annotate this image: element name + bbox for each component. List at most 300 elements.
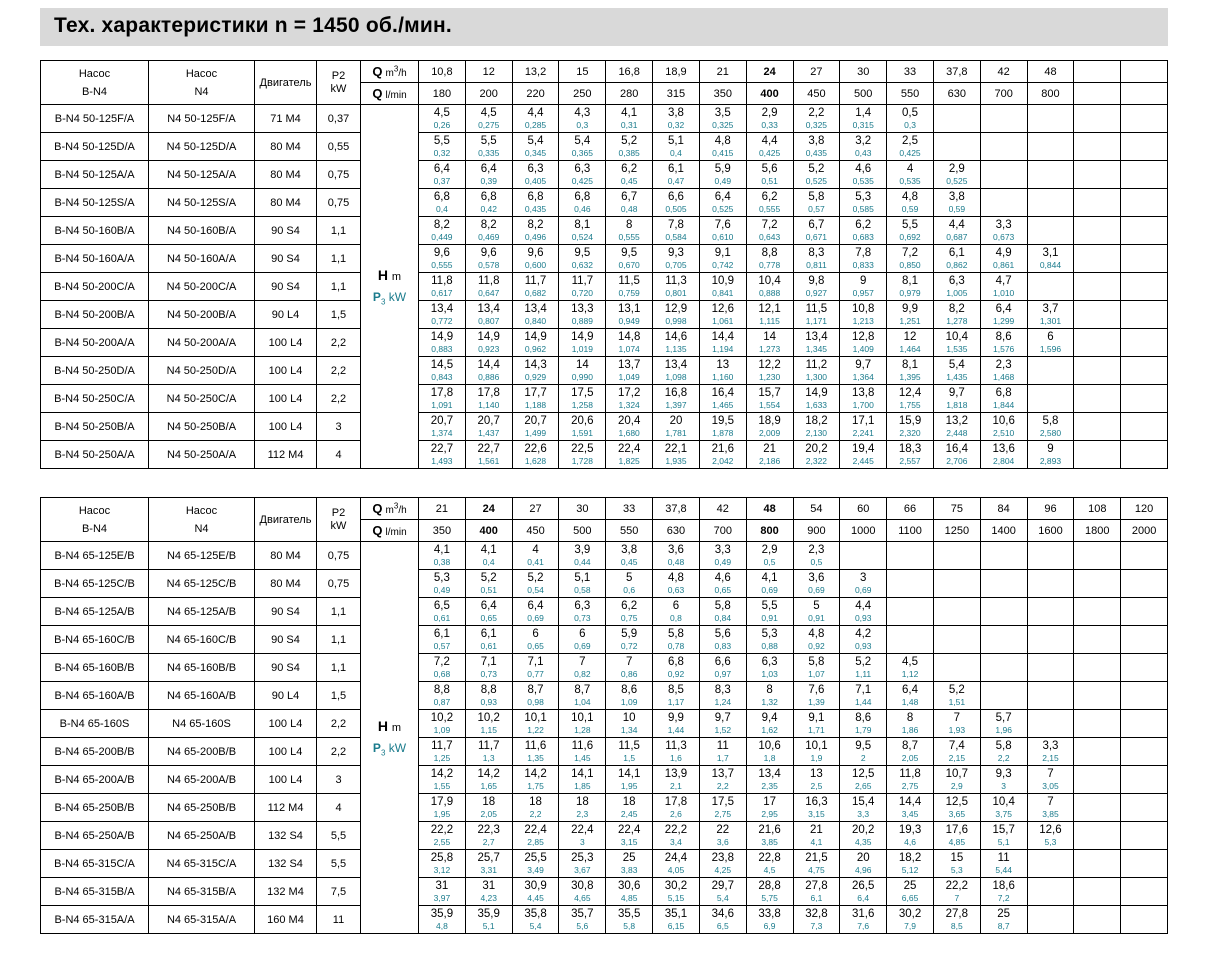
power-value: 3 (579, 836, 585, 847)
head-power-cell (699, 710, 746, 738)
head-power-cell (653, 738, 700, 766)
pump-bn4-model: B-N4 50-125S/A (41, 189, 149, 217)
head-power-cell (559, 906, 606, 934)
head-power-cell (419, 682, 466, 710)
head-power-cell (746, 906, 793, 934)
head-power-cell (793, 161, 840, 189)
power-value: 0,63 (667, 584, 685, 595)
q-m3h-value: 24 (465, 498, 512, 520)
head-value: 13,4 (524, 303, 547, 315)
head-power-cell (1027, 357, 1074, 385)
head-value: 8,6 (995, 331, 1012, 343)
head-power-cell (699, 189, 746, 217)
motor-type: 100 L4 (255, 385, 317, 413)
head-power-cell (559, 654, 606, 682)
head-value: 14,6 (664, 331, 688, 343)
q-lmin-value: 550 (606, 520, 653, 542)
head-value: 25 (622, 852, 636, 864)
head-power-cell (606, 710, 653, 738)
head-value: 13 (810, 768, 823, 780)
q-m3h-value: 30 (840, 61, 887, 83)
head-power-cell (512, 654, 559, 682)
head-value: 4,8 (902, 191, 919, 203)
power-value: 0,469 (478, 231, 500, 242)
table-row (41, 217, 1168, 245)
head-power-cell (465, 385, 512, 413)
head-power-cell (887, 217, 934, 245)
power-value: 7 (954, 892, 960, 903)
head-value: 14,4 (477, 359, 500, 371)
head-value: 8,1 (902, 275, 919, 287)
head-power-cell (512, 626, 559, 654)
head-value: 14,9 (571, 331, 594, 343)
power-value: 0,41 (527, 556, 544, 567)
power-value: 1,878 (712, 427, 734, 438)
head-power-cell (1027, 217, 1074, 245)
pump-bn4-model: B-N4 65-160C/B (41, 626, 149, 654)
power-value: 1,75 (527, 780, 544, 791)
header-motor: Двигатель (255, 498, 317, 542)
head-power-cell (1121, 413, 1168, 441)
power-value: 1,6 (670, 752, 682, 763)
head-value: 8,2 (433, 219, 450, 231)
head-power-cell (419, 161, 466, 189)
head-power-cell (606, 682, 653, 710)
head-power-cell (1121, 441, 1168, 469)
head-value: 5,1 (574, 572, 591, 584)
head-value: 16,4 (711, 387, 734, 399)
power-value: 1,010 (993, 287, 1015, 298)
head-power-cell (840, 441, 887, 469)
table-row (41, 133, 1168, 161)
power-value: 1,93 (948, 724, 966, 735)
q-m3h-value: 60 (840, 498, 887, 520)
q-m3h-value: 24 (746, 61, 793, 83)
head-value: 25,8 (430, 852, 454, 864)
head-value: 25,7 (477, 852, 500, 864)
motor-type: 80 M4 (255, 542, 317, 570)
head-value: 27,8 (805, 880, 828, 892)
head-power-cell (1074, 822, 1121, 850)
table-header-row-1 (41, 498, 1168, 520)
head-value: 6,8 (574, 191, 591, 203)
power-value: 2,3 (576, 808, 589, 819)
power-value: 1,25 (433, 752, 451, 763)
head-power-cell (933, 413, 980, 441)
head-power-cell (1121, 598, 1168, 626)
head-power-cell (840, 542, 887, 570)
p2-value: 1,1 (317, 654, 361, 682)
head-power-cell (1121, 654, 1168, 682)
head-power-cell (699, 542, 746, 570)
q-m3h-value: 33 (887, 61, 934, 83)
power-value: 0,949 (618, 315, 640, 326)
head-power-cell (840, 598, 887, 626)
power-value: 0,673 (993, 231, 1015, 242)
head-power-cell (1027, 273, 1074, 301)
motor-type: 132 M4 (255, 878, 317, 906)
head-power-cell (653, 357, 700, 385)
p2-value: 3 (317, 766, 361, 794)
head-power-cell (699, 822, 746, 850)
head-value: 20,7 (524, 415, 547, 427)
head-power-cell (559, 542, 606, 570)
head-power-cell (933, 329, 980, 357)
power-value: 0,405 (524, 175, 547, 186)
head-value: 26,5 (852, 880, 875, 892)
head-power-cell (606, 189, 653, 217)
power-value: 0,682 (524, 287, 547, 298)
power-value: 2,7 (482, 836, 495, 847)
head-power-cell (512, 598, 559, 626)
head-power-cell (887, 413, 934, 441)
q-lmin-value: 630 (933, 83, 980, 105)
power-value: 1,554 (758, 399, 781, 410)
motor-type: 90 L4 (255, 682, 317, 710)
head-power-cell (887, 385, 934, 413)
q-lmin-value: 1000 (840, 520, 887, 542)
power-value: 2,445 (852, 455, 874, 466)
pump-n4-model: N4 65-315A/A (149, 906, 255, 934)
power-value: 4,8 (435, 920, 448, 931)
head-power-cell (1027, 133, 1074, 161)
power-value: 4,1 (810, 836, 823, 847)
power-value: 6,9 (763, 920, 776, 931)
head-power-cell (512, 189, 559, 217)
q-lmin-value (1121, 83, 1168, 105)
head-power-cell (933, 654, 980, 682)
head-value: 20,2 (852, 824, 875, 836)
power-value: 0,49 (433, 584, 451, 595)
head-value: 23,8 (711, 852, 734, 864)
head-power-cell (933, 570, 980, 598)
head-value: 22,1 (664, 443, 688, 455)
power-value: 2,320 (899, 427, 921, 438)
head-power-cell (419, 766, 466, 794)
head-power-cell (933, 542, 980, 570)
head-value: 5,3 (855, 191, 872, 203)
power-value: 7,3 (810, 920, 823, 931)
head-value: 3,6 (667, 544, 684, 556)
head-power-cell (1074, 542, 1121, 570)
q-lmin-value: 700 (980, 83, 1027, 105)
power-value: 0,927 (805, 287, 828, 298)
head-power-cell (793, 766, 840, 794)
power-value: 0,415 (712, 147, 734, 158)
head-value: 17,5 (711, 796, 734, 808)
power-value: 1,03 (761, 668, 778, 679)
pump-bn4-model: B-N4 50-200C/A (41, 273, 149, 301)
head-value: 35,5 (617, 908, 641, 920)
pump-n4-model: N4 65-315B/A (149, 878, 255, 906)
head-value: 11,6 (524, 740, 547, 752)
head-power-cell (606, 273, 653, 301)
head-value: 11,7 (524, 275, 547, 287)
head-power-cell (980, 161, 1027, 189)
power-value: 4,85 (620, 892, 638, 903)
motor-type: 100 L4 (255, 710, 317, 738)
table-row (41, 710, 1168, 738)
head-value: 9,5 (574, 247, 591, 259)
head-power-cell (746, 273, 793, 301)
power-value: 0,4 (482, 556, 495, 567)
power-value: 1,374 (431, 427, 453, 438)
power-value: 2,5 (810, 780, 823, 791)
q-m3h-value (1121, 61, 1168, 83)
head-power-cell (1027, 105, 1074, 133)
pump-n4-model: N4 50-200C/A (149, 273, 255, 301)
power-value: 0,61 (433, 612, 451, 623)
head-power-cell (419, 654, 466, 682)
head-power-cell (653, 626, 700, 654)
head-value: 6,3 (527, 163, 544, 175)
head-value: 4,5 (480, 107, 497, 119)
head-power-cell (559, 329, 606, 357)
head-value: 6 (532, 628, 539, 640)
head-value: 21 (810, 824, 823, 836)
q-m3h-value: 10,8 (419, 61, 466, 83)
head-power-cell (746, 329, 793, 357)
head-value: 9 (1047, 443, 1054, 455)
head-power-cell (512, 542, 559, 570)
head-power-cell (840, 161, 887, 189)
head-power-cell (653, 598, 700, 626)
head-power-cell (653, 301, 700, 329)
power-value: 0,47 (667, 175, 685, 186)
head-power-cell (559, 385, 606, 413)
head-power-cell (512, 794, 559, 822)
pump-n4-model: N4 65-160B/B (149, 654, 255, 682)
motor-type: 100 L4 (255, 357, 317, 385)
head-value: 8,1 (574, 219, 591, 231)
head-value: 2,3 (995, 359, 1012, 371)
power-value: 1,535 (946, 343, 968, 354)
head-power-cell (419, 413, 466, 441)
head-value: 11,7 (571, 275, 594, 287)
head-power-cell (465, 710, 512, 738)
head-value: 3,3 (995, 219, 1012, 231)
head-value: 7 (1047, 796, 1054, 808)
power-value: 0,505 (665, 203, 687, 214)
power-value: 0,979 (899, 287, 921, 298)
head-power-cell (840, 738, 887, 766)
head-power-cell (699, 357, 746, 385)
head-power-cell (1121, 329, 1168, 357)
head-power-cell (606, 850, 653, 878)
header-pump-n4: Насос N4 (149, 498, 255, 542)
head-value: 3,2 (855, 135, 872, 147)
power-value: 0,61 (480, 640, 497, 651)
head-power-cell (465, 906, 512, 934)
power-value: 2,580 (1039, 427, 1062, 438)
head-value: 28,8 (758, 880, 781, 892)
power-value: 0,69 (761, 584, 778, 595)
head-power-cell (559, 441, 606, 469)
power-value: 1,278 (946, 315, 968, 326)
table-row (41, 878, 1168, 906)
head-power-cell (559, 105, 606, 133)
head-power-cell (840, 105, 887, 133)
power-value: 0,72 (620, 640, 638, 651)
head-power-cell (699, 413, 746, 441)
head-value: 22,5 (571, 443, 594, 455)
head-value: 10,9 (711, 275, 734, 287)
head-value: 11,5 (618, 275, 640, 287)
power-value: 0,3 (576, 119, 589, 130)
pump-n4-model: N4 50-250C/A (149, 385, 255, 413)
power-value: 2,2 (529, 808, 542, 819)
q-lmin-value: 450 (793, 83, 840, 105)
head-value: 21,6 (711, 443, 734, 455)
head-power-cell (512, 570, 559, 598)
head-power-cell (559, 794, 606, 822)
motor-type: 90 L4 (255, 301, 317, 329)
power-value: 2 (860, 752, 866, 763)
power-value: 4,45 (527, 892, 544, 903)
head-power-cell (1027, 542, 1074, 570)
head-power-cell (1074, 738, 1121, 766)
pump-n4-model: N4 65-200A/B (149, 766, 255, 794)
head-value: 11 (716, 740, 729, 752)
head-value: 10,4 (992, 796, 1015, 808)
power-value: 0,671 (805, 231, 828, 242)
head-power-cell (793, 133, 840, 161)
power-value: 0,578 (478, 259, 500, 270)
head-power-cell (1027, 766, 1074, 794)
head-value: 22,8 (758, 852, 781, 864)
power-value: 0,833 (852, 259, 874, 270)
q-lmin-value: 220 (512, 83, 559, 105)
head-power-cell (1121, 626, 1168, 654)
power-value: 1,561 (478, 455, 500, 466)
head-value: 3,8 (948, 191, 965, 203)
head-power-cell (465, 105, 512, 133)
head-power-cell (559, 570, 606, 598)
head-power-cell (980, 189, 1027, 217)
head-power-cell (1074, 357, 1121, 385)
head-power-cell (933, 441, 980, 469)
head-value: 35,9 (477, 908, 500, 920)
head-power-cell (1121, 217, 1168, 245)
p2-value: 5,5 (317, 850, 361, 878)
head-value: 4,4 (527, 107, 544, 119)
power-value: 1,251 (899, 315, 921, 326)
p2-value: 4 (317, 794, 361, 822)
power-value: 2,35 (761, 780, 778, 791)
head-power-cell (933, 161, 980, 189)
head-power-cell (465, 654, 512, 682)
table-row (41, 654, 1168, 682)
head-value: 5 (625, 572, 633, 584)
head-power-cell (1074, 906, 1121, 934)
pump-n4-model: N4 50-125A/A (149, 161, 255, 189)
head-power-cell (793, 105, 840, 133)
power-value: 2,75 (901, 780, 919, 791)
power-value: 1,230 (758, 371, 781, 382)
head-power-cell (1121, 189, 1168, 217)
head-value: 11,3 (665, 740, 687, 752)
head-value: 10,1 (805, 740, 828, 752)
pump-n4-model: N4 50-250B/A (149, 413, 255, 441)
power-value: 3,6 (716, 836, 729, 847)
head-value: 8,6 (855, 712, 872, 724)
power-value: 0,705 (665, 259, 687, 270)
power-value: 1,935 (665, 455, 687, 466)
head-power-cell (419, 850, 466, 878)
power-value: 1,28 (574, 724, 591, 735)
pump-n4-model: N4 50-250A/A (149, 441, 255, 469)
head-power-cell (1074, 161, 1121, 189)
head-power-cell (559, 710, 606, 738)
head-value: 8 (625, 219, 633, 231)
head-value: 20,6 (571, 415, 594, 427)
power-value: 0,57 (808, 203, 825, 214)
head-power-cell (887, 105, 934, 133)
power-value: 5,12 (901, 864, 919, 875)
pump-bn4-model: B-N4 65-125E/B (41, 542, 149, 570)
head-power-cell (465, 738, 512, 766)
head-power-cell (1074, 133, 1121, 161)
head-power-cell (793, 570, 840, 598)
head-power-cell (793, 822, 840, 850)
power-value: 0,687 (946, 231, 968, 242)
motor-type: 90 S4 (255, 217, 317, 245)
power-value: 0,69 (854, 584, 872, 595)
power-value: 1,728 (571, 455, 593, 466)
head-power-cell (887, 598, 934, 626)
head-value: 31,6 (852, 908, 875, 920)
head-power-cell (746, 654, 793, 682)
head-power-cell (699, 441, 746, 469)
table-row (41, 385, 1168, 413)
head-value: 6,6 (667, 191, 684, 203)
head-power-cell (419, 133, 466, 161)
power-value: 0,610 (712, 231, 734, 242)
head-value: 5,2 (621, 135, 638, 147)
power-value: 0,4 (670, 147, 682, 158)
head-value: 3,3 (1042, 740, 1059, 752)
head-power-cell (559, 357, 606, 385)
head-power-cell (699, 570, 746, 598)
head-power-cell (793, 850, 840, 878)
power-value: 1,397 (665, 399, 687, 410)
power-value: 0,525 (805, 175, 828, 186)
q-m3h-value: 48 (1027, 61, 1074, 83)
head-value: 5,4 (948, 359, 965, 371)
head-value: 2,3 (808, 544, 825, 556)
head-value: 4 (532, 544, 539, 556)
head-power-cell (887, 766, 934, 794)
head-power-cell (933, 385, 980, 413)
head-value: 5,5 (902, 219, 919, 231)
head-value: 15,4 (852, 796, 875, 808)
head-power-cell (559, 682, 606, 710)
head-value: 9,8 (808, 275, 825, 287)
header-p2: P2 kW (317, 498, 361, 542)
power-value: 2,75 (714, 808, 732, 819)
head-value: 6 (1047, 331, 1054, 343)
table-row (41, 738, 1168, 766)
head-power-cell (887, 878, 934, 906)
head-value: 7,4 (948, 740, 965, 752)
head-power-cell (559, 189, 606, 217)
head-power-cell (465, 850, 512, 878)
head-power-cell (980, 710, 1027, 738)
head-power-cell (606, 766, 653, 794)
head-value: 8 (766, 684, 773, 696)
power-value: 0,91 (761, 612, 778, 623)
head-power-cell (512, 850, 559, 878)
